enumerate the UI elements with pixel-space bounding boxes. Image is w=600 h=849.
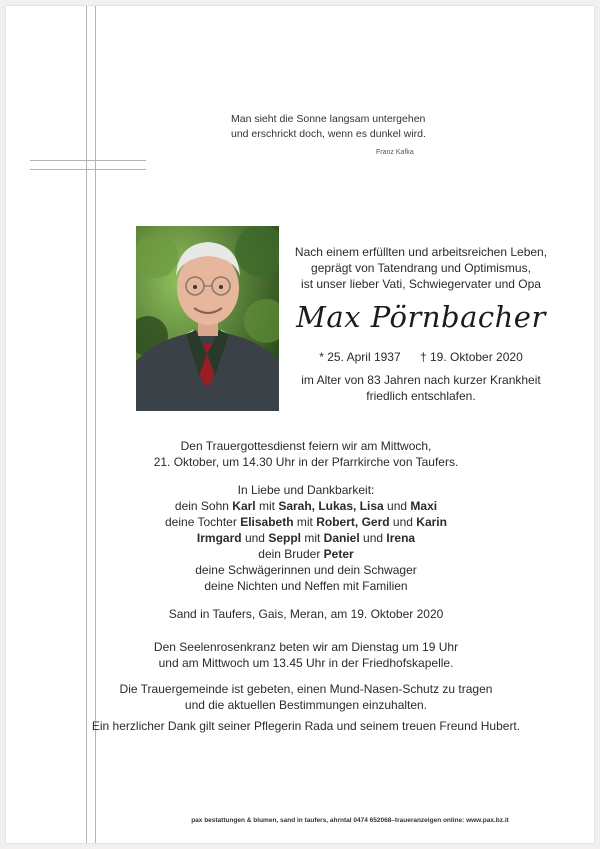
quote-line-1: Man sieht die Sonne langsam untergehen xyxy=(231,113,426,125)
with-word: mit xyxy=(258,499,275,513)
with-word: mit xyxy=(304,531,321,545)
portrait-illustration xyxy=(136,226,279,411)
quote-line-2: und erschrickt doch, wenn es dunkel wird. xyxy=(231,128,426,140)
notice-line-1: Die Trauergemeinde ist gebeten, einen Mund-Nasen-Schutz zu tragen xyxy=(119,682,493,696)
mourners-son-line xyxy=(106,498,506,514)
funeral-service xyxy=(106,438,506,470)
rosary-line-2: und am Mittwoch um 13.45 Uhr in der Friedhofskapelle. xyxy=(158,656,454,670)
mourner-name: Daniel xyxy=(323,531,360,545)
age-line-2: friedlich entschlafen. xyxy=(366,389,476,403)
obituary-card xyxy=(6,6,594,843)
son-family-last-name: Maxi xyxy=(410,499,438,513)
mourners-list xyxy=(106,482,506,594)
mourner-name: Irena xyxy=(386,531,416,545)
daughter-name: Elisabeth xyxy=(240,515,294,529)
intro-line-1: Nach einem erfüllten und arbeitsreichen Leben, xyxy=(294,245,548,259)
age-text xyxy=(286,372,556,404)
mourners-heading: In Liebe und Dankbarkeit: xyxy=(237,483,375,497)
quote xyxy=(231,112,451,142)
mourner-name: Seppl xyxy=(268,531,301,545)
mourner-name: Irmgard xyxy=(196,531,242,545)
thanks-text: Ein herzlicher Dank gilt seiner Pflegerin Rada und seinem treuen Freund Hubert. xyxy=(91,719,521,733)
brother-prefix: dein Bruder xyxy=(258,547,321,561)
daughter-family-last-name: Karin xyxy=(416,515,447,529)
and-word: und xyxy=(392,515,413,529)
place-date: Sand in Taufers, Gais, Meran, am 19. Oktober 2020 xyxy=(168,607,444,621)
deceased-name: Max Pörnbacher xyxy=(296,300,546,334)
mourners-nieces-line: deine Nichten und Neffen mit Familien xyxy=(204,579,408,593)
rosary-line-1: Den Seelenrosenkranz beten wir am Dienstag um 19 Uhr xyxy=(153,640,459,654)
cross-center xyxy=(87,161,95,169)
intro-text xyxy=(286,244,556,292)
life-dates xyxy=(286,350,556,364)
death-date: † 19. Oktober 2020 xyxy=(420,350,523,364)
daughter-family-names: Robert, Gerd xyxy=(316,515,390,529)
mourners-daughter-line xyxy=(106,514,506,530)
with-word: mit xyxy=(296,515,313,529)
intro-line-3: ist unser lieber Vati, Schwiegervater und Opa xyxy=(301,277,541,291)
mourners-inlaws-line: deine Schwägerinnen und dein Schwager xyxy=(195,563,417,577)
age-line-1: im Alter von 83 Jahren nach kurzer Krankheit xyxy=(301,373,541,387)
and-word: und xyxy=(363,531,384,545)
son-name: Karl xyxy=(232,499,256,513)
quote-author: Franz Kafka xyxy=(376,149,414,156)
notice-line-2: und die aktuellen Bestimmungen einzuhalten. xyxy=(184,698,428,712)
and-word: und xyxy=(244,531,265,545)
mourners-irmgard-line xyxy=(106,530,506,546)
brother-name: Peter xyxy=(323,547,354,561)
portrait-photo xyxy=(136,226,279,411)
notice-text xyxy=(106,681,506,713)
rosary-text xyxy=(106,639,506,671)
intro-line-2: geprägt von Tatendrang und Optimismus, xyxy=(311,261,531,275)
service-line-1: Den Trauergottesdienst feiern wir am Mittwoch, xyxy=(180,439,432,453)
mourners-brother-line xyxy=(106,546,506,562)
footer-imprint: pax bestattungen & blumen, sand in taufers, ahrntal 0474 652068–traueranzeigen online: www.pax.bz.it xyxy=(191,817,509,824)
son-family-names: Sarah, Lukas, Lisa xyxy=(278,499,384,513)
daughter-prefix: deine Tochter xyxy=(165,515,237,529)
and-word: und xyxy=(387,499,408,513)
birth-date: * 25. April 1937 xyxy=(319,350,401,364)
son-prefix: dein Sohn xyxy=(174,499,229,513)
service-line-2: 21. Oktober, um 14.30 Uhr in der Pfarrkirche von Taufers. xyxy=(153,455,459,469)
